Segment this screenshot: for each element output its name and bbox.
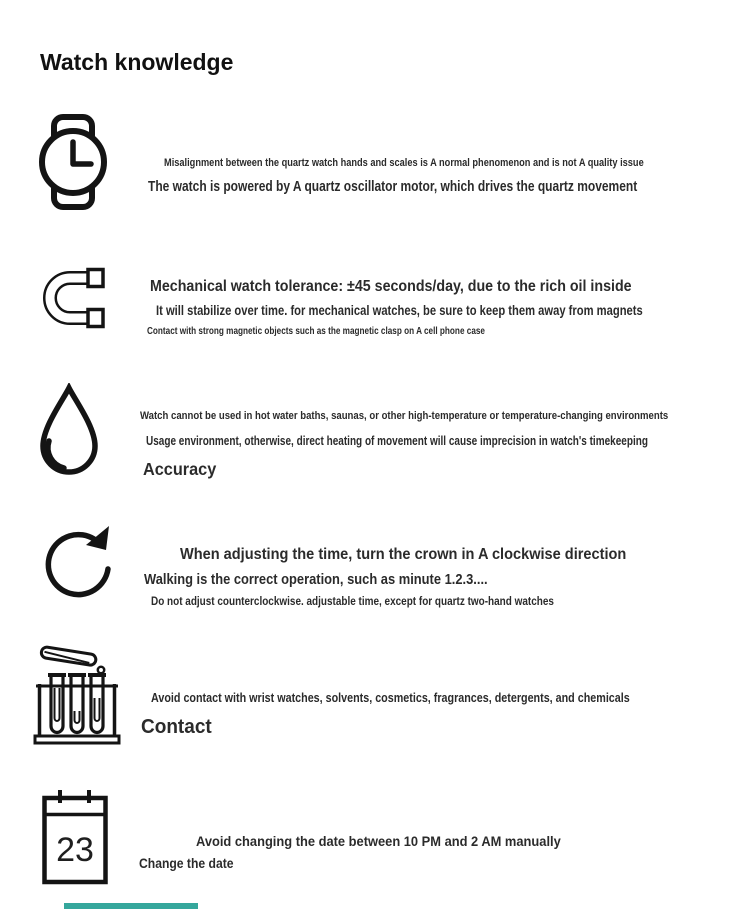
adjust-note-small: Do not adjust counterclockwise. adjustable time, except for quartz two-hand watches bbox=[151, 594, 554, 608]
quartz-note-small: Misalignment between the quartz watch hands and scales is A normal phenomenon and is not A quality issue bbox=[164, 157, 644, 169]
chemical-note: Avoid contact with wrist watches, solvents, cosmetics, fragrances, detergents, and chemicals bbox=[151, 690, 630, 705]
quartz-note-main: The watch is powered by A quartz oscillator motor, which drives the quartz movement bbox=[148, 178, 638, 195]
temperature-note-small: Watch cannot be used in hot water baths, saunas, or other high-temperature or temperature-changing environments bbox=[140, 410, 669, 422]
contact-heading: Contact bbox=[141, 716, 212, 738]
test-tubes-icon bbox=[31, 642, 123, 751]
magnet-icon bbox=[40, 261, 106, 340]
clockwise-rotate-icon bbox=[38, 520, 116, 613]
magnet-note-sub: It will stabilize over time. for mechanical watches, be sure to keep them away from magnets bbox=[156, 302, 643, 318]
date-note-headline: Avoid changing the date between 10 PM and 2 AM manually bbox=[196, 833, 561, 849]
bottom-accent-bar bbox=[64, 903, 198, 909]
adjust-note-headline: When adjusting the time, turn the crown in A clockwise direction bbox=[180, 546, 627, 563]
date-note-sub: Change the date bbox=[139, 855, 234, 871]
temperature-note-sub: Usage environment, otherwise, direct heating of movement will cause imprecision in watch's timekeeping bbox=[146, 433, 648, 448]
water-drop-icon bbox=[36, 383, 102, 486]
page-title: Watch knowledge bbox=[40, 49, 234, 76]
magnet-note-small: Contact with strong magnetic objects such as the magnetic clasp on A cell phone case bbox=[147, 324, 485, 337]
accuracy-heading: Accuracy bbox=[143, 458, 217, 479]
calendar-day: 23 bbox=[56, 831, 94, 869]
adjust-note-sub: Walking is the correct operation, such as minute 1.2.3.... bbox=[144, 571, 488, 588]
calendar-icon bbox=[40, 788, 110, 891]
magnet-note-headline: Mechanical watch tolerance: ±45 seconds/day, due to the rich oil inside bbox=[150, 278, 632, 295]
watch-icon bbox=[38, 112, 108, 217]
